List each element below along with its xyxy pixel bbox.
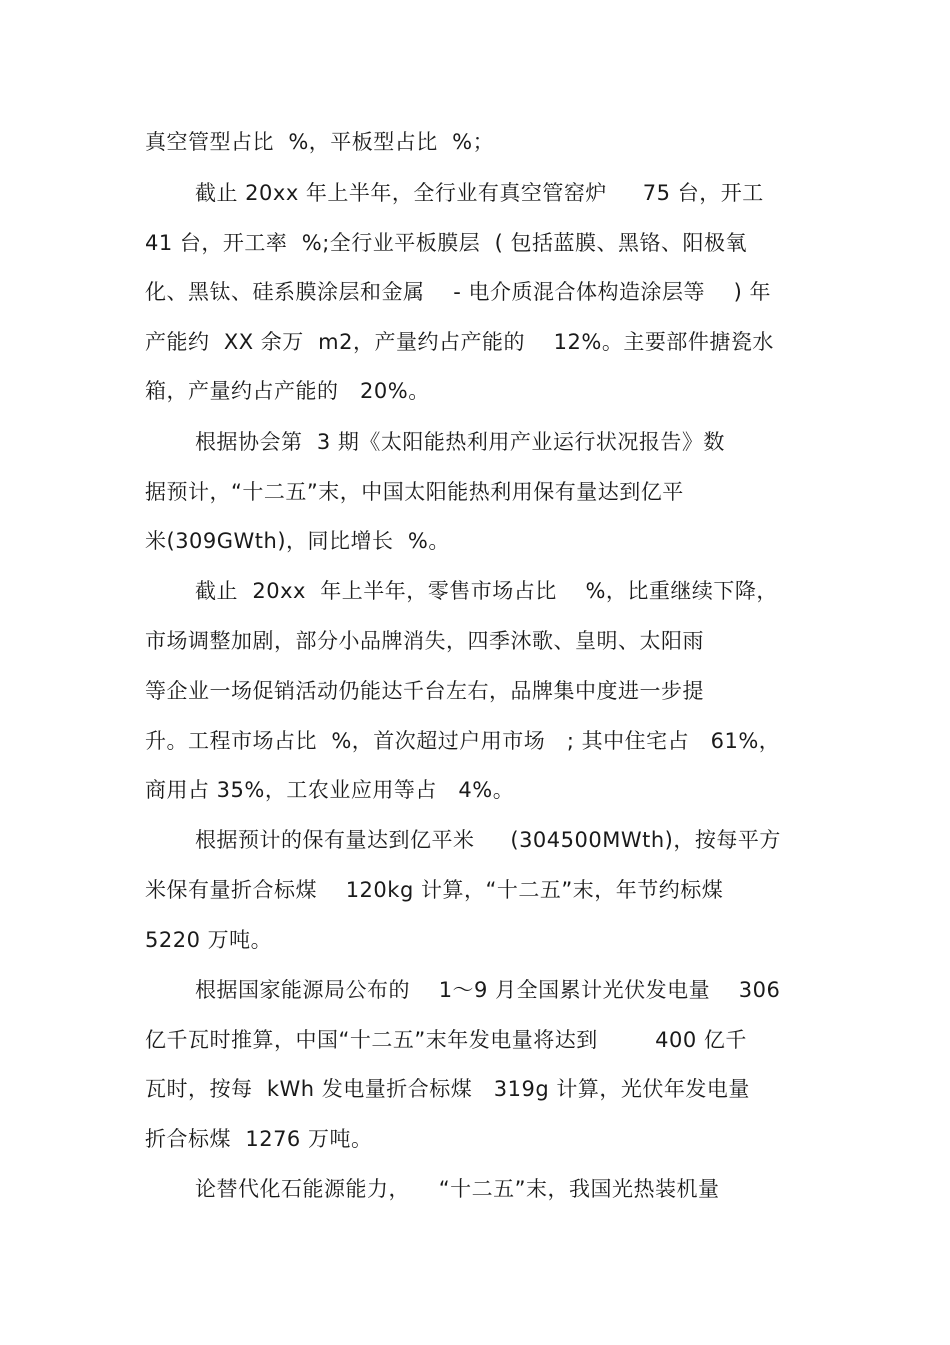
text-line: 亿千瓦时推算，中国“十二五”末年发电量将达到 400 亿千	[145, 1028, 747, 1052]
text-line: 化、黑钛、硅系膜涂层和金属 - 电介质混合体构造涂层等 ) 年	[145, 280, 772, 304]
text-line: 截止 20xx 年上半年，全行业有真空管窑炉 75 台，开工	[195, 181, 764, 205]
text-line: 升。工程市场占比 %，首次超过户用市场 ; 其中住宅占 61%，	[145, 729, 781, 753]
text-line: 市场调整加剧，部分小品牌消失，四季沐歌、皇明、太阳雨	[145, 629, 704, 653]
text-line: 根据国家能源局公布的 1～9 月全国累计光伏发电量 306	[195, 978, 781, 1002]
text-line: 据预计，“十二五”末，中国太阳能热利用保有量达到亿平	[145, 480, 684, 504]
text-line: 产能约 XX 余万 m2，产量约占产能的 12%。主要部件搪瓷水	[145, 330, 774, 354]
text-line: 论替代化石能源能力， “十二五”末，我国光热装机量	[195, 1177, 720, 1201]
text-line: 米(309GWth)，同比增长 %。	[145, 529, 450, 553]
text-line: 41 台，开工率 %;全行业平板膜层 ( 包括蓝膜、黑铬、阳极氧	[145, 231, 747, 255]
text-line: 5220 万吨。	[145, 928, 273, 952]
text-line: 真空管型占比 %，平板型占比 %；	[145, 130, 495, 154]
text-line: 根据协会第 3 期《太阳能热利用产业运行状况报告》数	[195, 430, 725, 454]
text-line: 折合标煤 1276 万吨。	[145, 1127, 373, 1151]
text-line: 箱，产量约占产能的 20%。	[145, 379, 430, 403]
text-line: 商用占 35%，工农业应用等占 4%。	[145, 778, 515, 802]
text-line: 等企业一场促销活动仍能达千台左右，品牌集中度进一步提	[145, 679, 704, 703]
text-line: 米保有量折合标煤 120kg 计算，“十二五”末，年节约标煤	[145, 878, 724, 902]
text-line: 瓦时，按每 kWh 发电量折合标煤 319g 计算，光伏年发电量	[145, 1077, 750, 1101]
text-line: 根据预计的保有量达到亿平米 (304500MWth)，按每平方	[195, 828, 781, 852]
text-line: 截止 20xx 年上半年，零售市场占比 %，比重继续下降，	[195, 579, 778, 603]
